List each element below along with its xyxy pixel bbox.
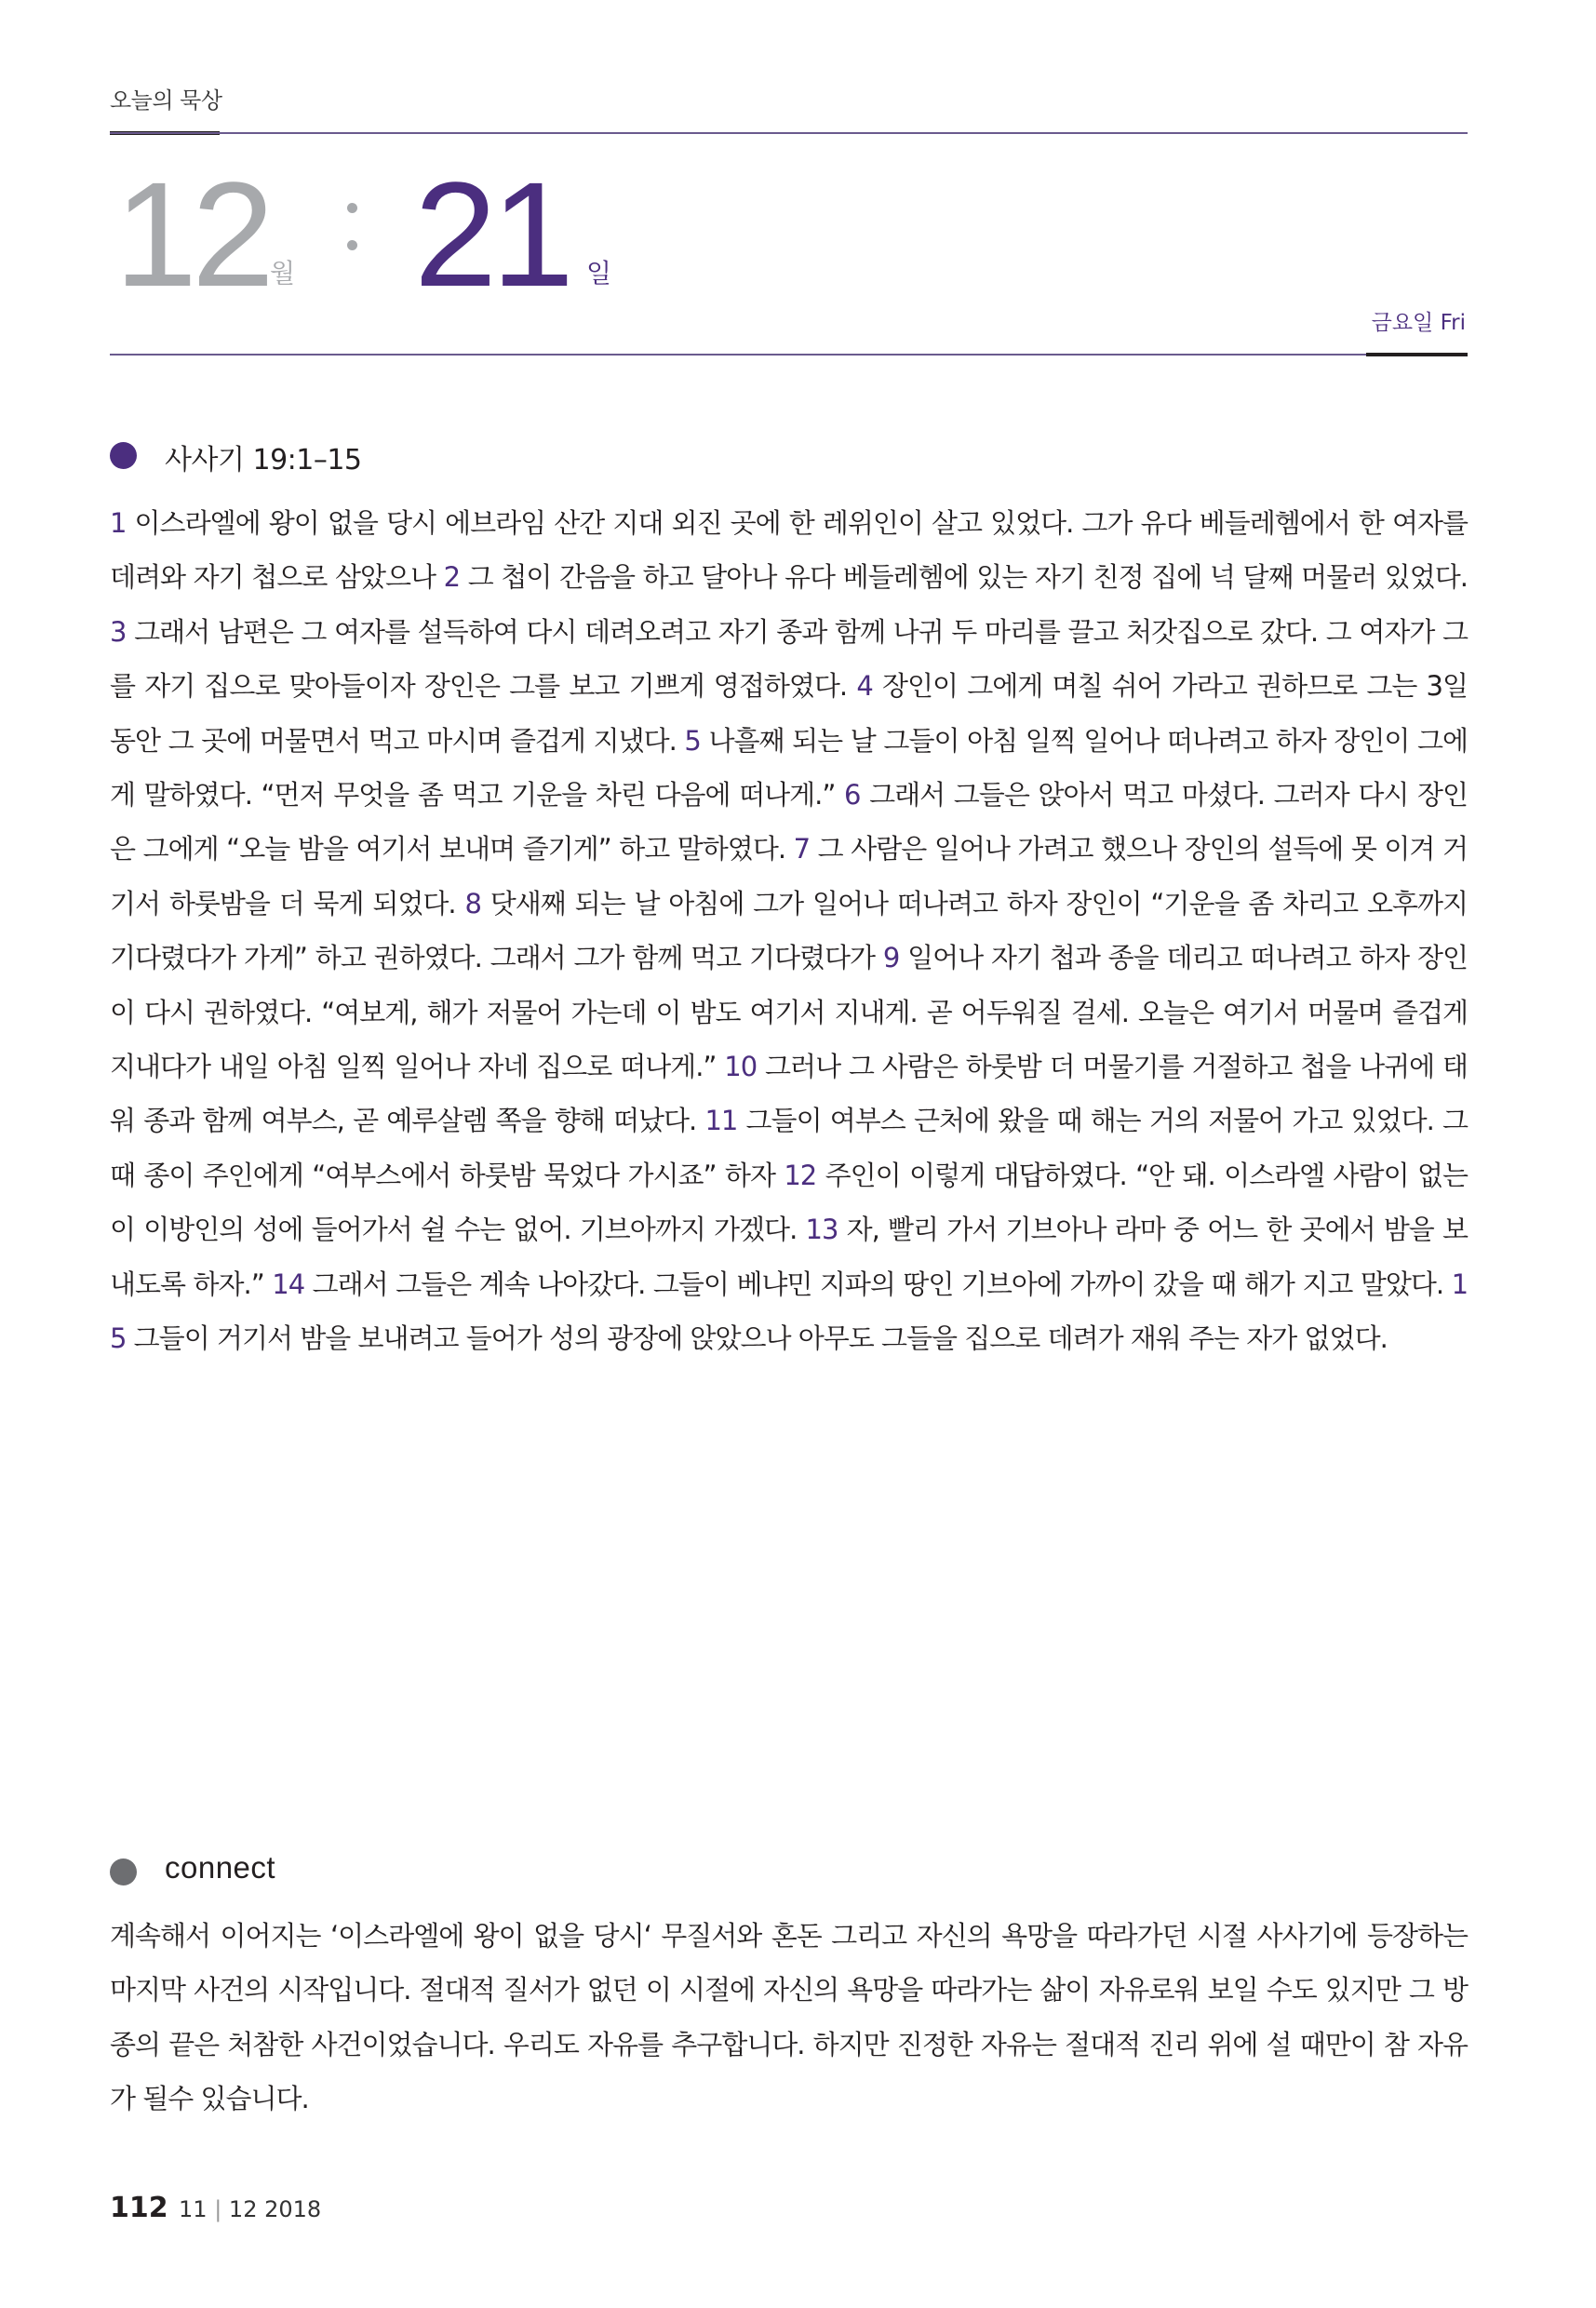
scripture-bullet <box>110 442 137 469</box>
connect-body: 계속해서 이어지는 ‘이스라엘에 왕이 없을 당시‘ 무질서와 혼돈 그리고 자신의 욕망을 따라가던 시절 사사기에 등장하는 마지막 사건의 시작입니다. 절대적 질서가 없던 이 시절에 자신의 욕망을 따라가는 삶이 자유로워 보일 수도 있지만 그 방종의 끝은 처참한 사건이었습니다. 우리도 자유를 추구합니다. 하지만 진정한 자유는 절대적 진리 위에 설 때만이 참 자유가 될수 있습니다. <box>110 1920 1468 2115</box>
verse-text: 그들이 여부스 근처에 왔을 때 해는 거의 저물어 가고 있었다. 그때 종이 주인에게 “여부스에서 하룻밤 묵었다 가시죠” 하자 <box>110 1105 1469 1191</box>
day-number: 21 <box>414 151 569 317</box>
verse-number: 12 <box>784 1159 817 1191</box>
page-number: 112 <box>110 2192 168 2224</box>
day-unit: 일 <box>586 258 612 288</box>
weekday: 금요일 Fri <box>1371 311 1466 335</box>
issue-rest: 12 2018 <box>228 2196 322 2222</box>
verse-text: 나흘째 되는 날 그들이 아침 일찍 일어나 떠나려고 하자 장인이 그에게 말하였다. “먼저 무엇을 좀 먹고 기운을 차린 다음에 떠나게.” <box>110 724 1469 812</box>
verse-number: 14 <box>272 1268 305 1300</box>
top-rule <box>110 132 1468 134</box>
verse-text: 자, 빨리 가서 기브아나 라마 중 어느 한 곳에서 밤을 보내도록 하자.” <box>110 1214 1469 1300</box>
verse-number: 15 <box>110 1268 1469 1355</box>
verse-text: 주인이 이렇게 대답하였다. “안 돼. 이스라엘 사람이 없는 이 이방인의 성에 들어가서 쉴 수는 없어. 기브아까지 가겠다. <box>110 1159 1468 1246</box>
verse-number: 3 <box>110 615 127 648</box>
verse-number: 4 <box>856 670 873 703</box>
verse-text: 그래서 그들은 계속 나아갔다. 그들이 베냐민 지파의 땅인 기브아에 가까이 갔을 때 해가 지고 말았다. <box>312 1268 1444 1300</box>
scripture-reference: 사사기 19:1–15 <box>165 444 362 476</box>
verse-text: 그들이 거기서 밤을 보내려고 들어가 성의 광장에 앉았으나 아무도 그들을 집으로 데려가 재워 주는 자가 없었다. <box>133 1322 1388 1355</box>
colon-dot-top <box>347 203 357 213</box>
issue-separator: | <box>214 2196 222 2222</box>
month-number: 12 <box>114 151 269 317</box>
verse-number: 11 <box>704 1105 738 1137</box>
verse-text: 일어나 자기 첩과 종을 데리고 떠나려고 하자 장인이 다시 권하였다. “여보게, 해가 저물어 가는데 이 밤도 여기서 지내게. 곧 어두워질 걸세. 오늘은 여기서 머물며 즐겁게 지내다가 내일 아침 일찍 일어나 자네 집으로 떠나게.” <box>110 942 1469 1083</box>
connect-title: connect <box>165 1850 276 1885</box>
verse-text: 그래서 그들은 앉아서 먹고 마셨다. 그러자 다시 장인은 그에게 “오늘 밤을 여기서 보내며 즐기게” 하고 말하였다. <box>110 779 1468 866</box>
verse-text: 그 사람은 일어나 가려고 했으나 장인의 설득에 못 이겨 거기서 하룻밤을 더 묵게 되었다. <box>110 833 1468 919</box>
verse-text: 그러나 그 사람은 하룻밤 더 머물기를 거절하고 첩을 나귀에 태워 종과 함께 여부스, 곧 예루살렘 쪽을 향해 떠났다. <box>110 1051 1468 1137</box>
issue-info <box>179 2196 321 2222</box>
verse-number: 1 <box>110 507 127 539</box>
connect-bullet <box>110 1858 137 1885</box>
scripture-passage <box>110 496 1468 1366</box>
verse-text: 이스라엘에 왕이 없을 당시 에브라임 산간 지대 외진 곳에 한 레위인이 살고 있었다. 그가 유다 베들레헴에서 한 여자를 데려와 자기 첩으로 삼았으나 <box>110 507 1468 594</box>
weekday-underline <box>1366 353 1468 356</box>
issue-month: 11 <box>179 2196 208 2222</box>
date-rule <box>110 354 1468 356</box>
verse-text: 닷새째 되는 날 아침에 그가 일어나 떠나려고 하자 장인이 “기운을 좀 차리고 오후까지 기다렸다가 가게” 하고 권하였다. 그래서 그가 함께 먹고 기다렸다가 <box>110 887 1469 974</box>
verse-number: 9 <box>882 942 900 974</box>
month-unit: 월 <box>270 258 296 288</box>
verse-number: 8 <box>464 887 481 919</box>
verse-number: 2 <box>443 561 461 594</box>
verse-text: 장인이 그에게 며칠 쉬어 가라고 권하므로 그는 3일 동안 그 곳에 머물면서 먹고 마시며 즐겁게 지냈다. <box>110 670 1469 757</box>
header-label: 오늘의 묵상 <box>110 87 222 114</box>
verse-number: 13 <box>805 1214 838 1246</box>
colon-dot-bottom <box>347 240 357 250</box>
verse-number: 5 <box>684 724 701 757</box>
verse-number: 10 <box>724 1051 758 1083</box>
verse-text: 그래서 남편은 그 여자를 설득하여 다시 데려오려고 자기 종과 함께 나귀 두 마리를 끌고 처갓집으로 갔다. 그 여자가 그를 자기 집으로 맞아들이자 장인은 그를 보고 기쁘게 영접하였다. <box>110 615 1469 703</box>
verse-text: 그 첩이 간음을 하고 달아나 유다 베들레헴에 있는 자기 친정 집에 넉 달째 머물러 있었다. <box>467 561 1469 594</box>
verse-number: 6 <box>844 779 861 812</box>
verse-number: 7 <box>793 833 811 866</box>
